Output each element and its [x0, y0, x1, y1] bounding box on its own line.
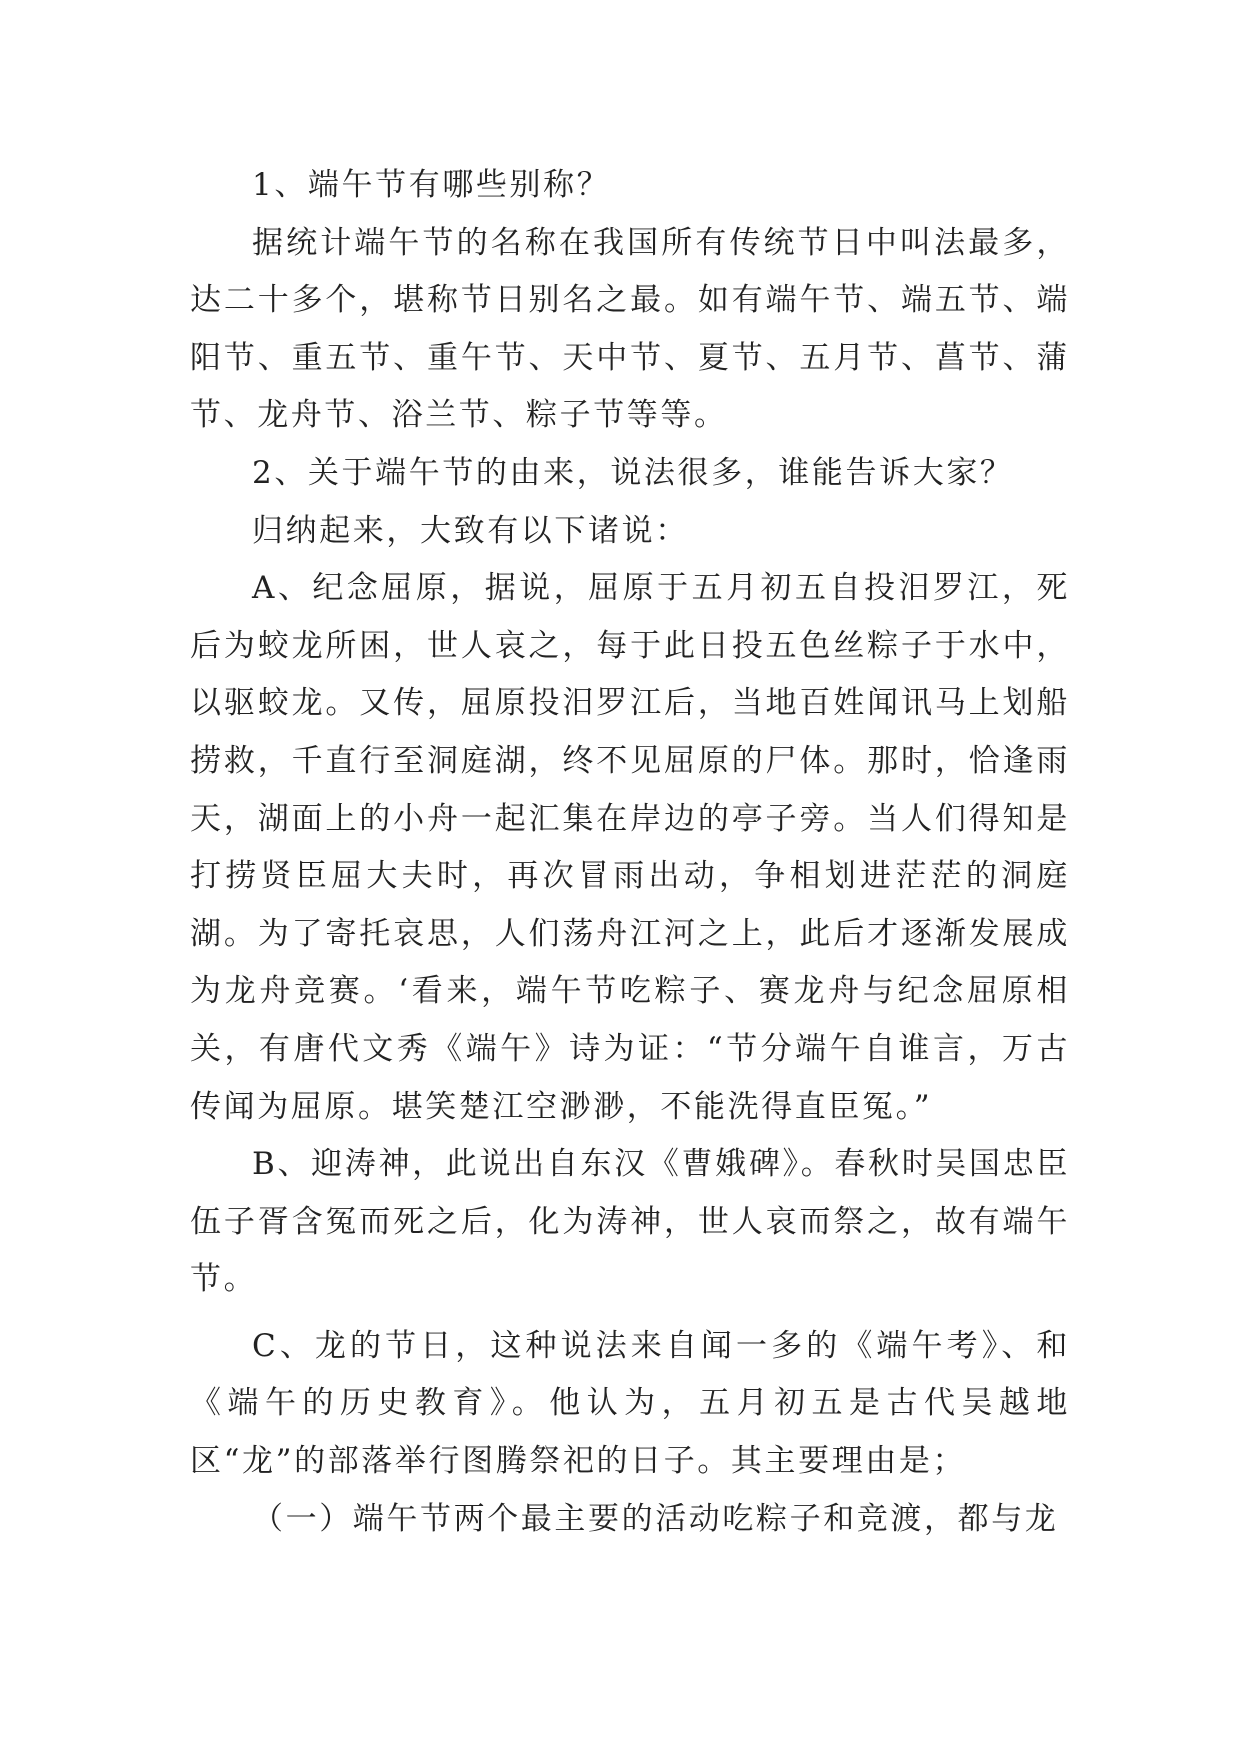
document-body: [190, 157, 1070, 1548]
origin-a-paragraph: A、纪念屈原，据说，屈原于五月初五自投汨罗江，死后为蛟龙所困，世人哀之，每于此日投五色丝粽子于水中，以驱蛟龙。又传，屈原投汨罗江后，当地百姓闻讯马上划船捞救，千直行至洞庭湖，终不见屈原的尸体。那时，恰逢雨天，湖面上的小舟一起汇集在岸边的亭子旁。当人们得知是打捞贤臣屈大夫时，再次冒雨出动，争相划进茫茫的洞庭湖。为了寄托哀思，人们荡舟江河之上，此后才逐渐发展成为龙舟竞赛。‘看来，端午节吃粽子、赛龙舟与纪念屈原相关，有唐代文秀《端午》诗为证：“节分端午自谁言，万古传闻为屈原。堪笑楚江空渺渺，不能洗得直臣冤。”: [190, 570, 1070, 1125]
answer-2-intro: 归纳起来，大致有以下诸说：: [252, 512, 689, 549]
origin-c-paragraph: C、龙的节日，这种说法来自闻一多的《端午考》、和《端午的历史教育》。他认为，五月初五是古代吴越地区“龙”的部落举行图腾祭祀的日子。其主要理由是；: [190, 1327, 1070, 1480]
answer-1: 据统计端午节的名称在我国所有传统节日中叫法最多，达二十多个，堪称节日别名之最。如有端午节、端五节、端阳节、重五节、重午节、天中节、夏节、五月节、菖节、蒲节、龙舟节、浴兰节、粽子节等等。: [190, 224, 1070, 434]
question-2: 2、关于端午节的由来，说法很多，谁能告诉大家？: [252, 454, 1014, 491]
question-1: 1、端午节有哪些别称？: [252, 167, 611, 203]
reason-1-paragraph: （一）端午节两个最主要的活动吃粽子和竞渡，都与龙: [252, 1500, 1059, 1537]
origin-b-paragraph: B、迎涛神，此说出自东汉《曹娥碑》。春秋时吴国忠臣伍子胥含冤而死之后，化为涛神，世人哀而祭之，故有端午节。: [190, 1146, 1070, 1298]
